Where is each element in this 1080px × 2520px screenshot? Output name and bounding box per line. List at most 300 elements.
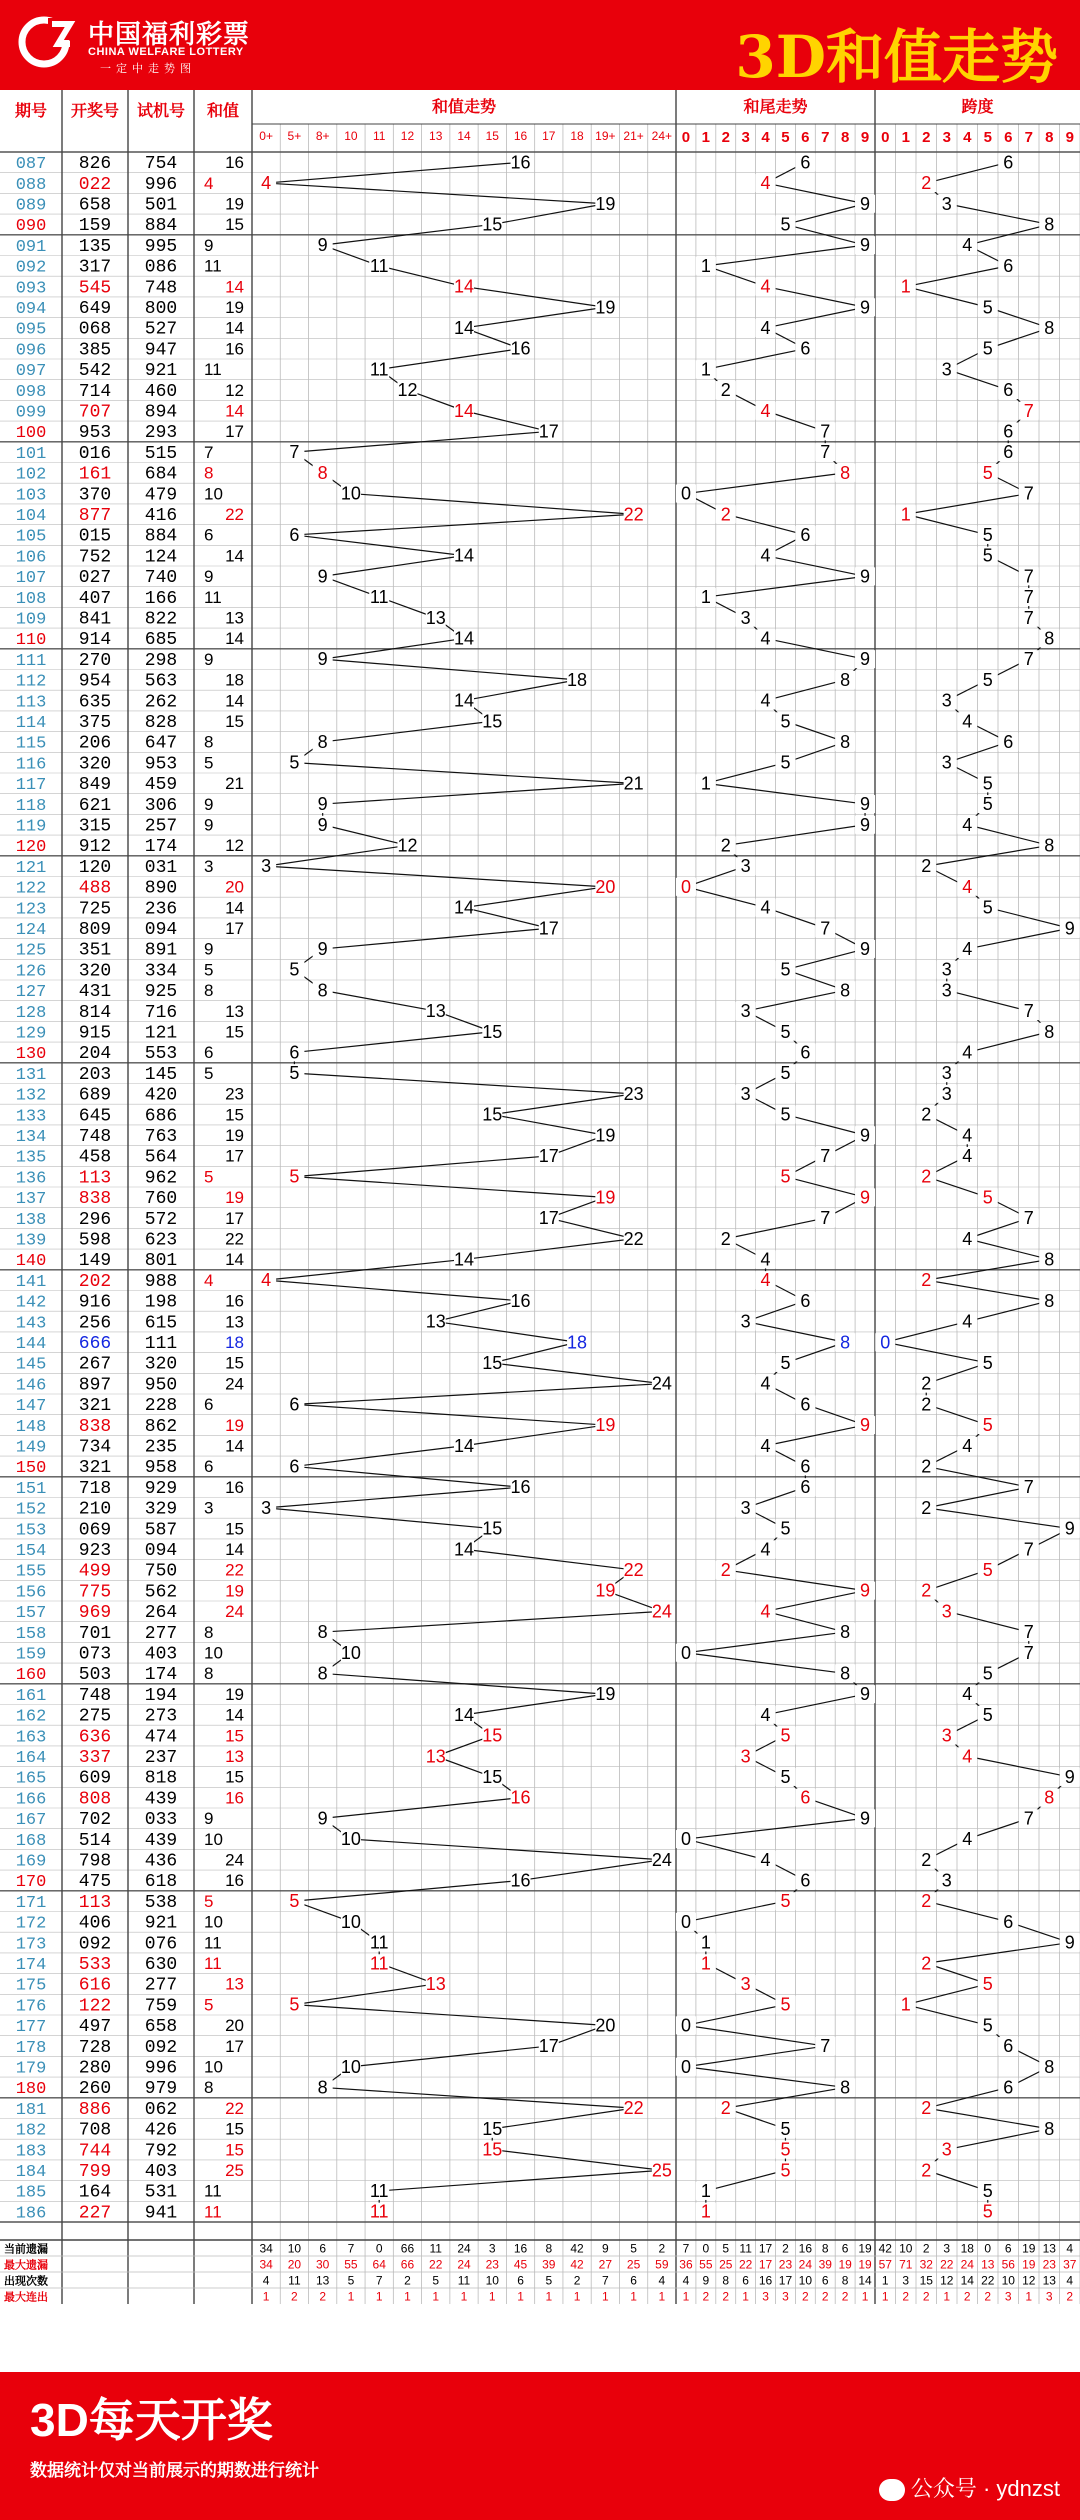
test-number: 658 [144,2017,178,2038]
period-number: 181 [15,2100,47,2120]
span-point: 5 [982,669,993,690]
span-point: 8 [1044,214,1055,235]
sum-point: 15 [482,214,503,235]
draw-number: 351 [78,940,112,961]
sum-point: 5 [289,1166,300,1187]
stat-tail-value: 6 [841,2241,849,2256]
test-number: 828 [144,713,178,734]
tail-point: 9 [860,1415,871,1436]
sum-point: 11 [369,359,389,380]
stat-span-value: 2 [902,2289,910,2304]
sum-value: 18 [225,670,244,690]
sum-value: 17 [225,422,244,442]
stat-sum-value: 20 [287,2257,302,2272]
test-number: 277 [144,1623,178,1644]
period-number: 152 [15,1500,47,1520]
tail-digit-label: 7 [821,129,830,146]
sum-value: 24 [225,1374,244,1394]
draw-number: 897 [78,1375,112,1396]
stat-sum-value: 2 [319,2289,327,2304]
tail-point: 6 [800,152,811,173]
sum-point: 14 [453,400,475,421]
test-number: 759 [144,1996,178,2017]
draw-number: 969 [78,1603,112,1624]
stat-sum-value: 1 [601,2289,609,2304]
sum-point: 17 [538,1145,559,1166]
span-point: 2 [921,1373,932,1394]
tail-point: 4 [760,1849,771,1870]
sum-value: 19 [225,194,244,214]
sum-point: 9 [317,1808,328,1829]
sum-point: 9 [317,814,328,835]
tail-point: 3 [740,1497,751,1518]
tail-digit-label: 5 [781,129,790,146]
sum-point: 8 [317,1622,328,1643]
span-digit-label: 2 [922,129,931,146]
span-point: 4 [962,938,973,959]
test-number: 121 [144,1023,178,1044]
span-point: 5 [982,1663,993,1684]
sum-value: 13 [225,1312,244,1332]
draw-number: 914 [78,630,112,651]
test-number: 647 [144,733,178,754]
tail-point: 4 [760,1539,771,1560]
sum-point: 11 [369,1932,389,1953]
span-digit-label: 6 [1004,129,1013,146]
sum-point: 15 [482,1725,503,1746]
span-point: 7 [1023,1808,1034,1829]
stat-sum-value: 1 [517,2289,524,2304]
sum-value: 22 [225,2098,244,2118]
tail-point: 1 [700,2180,711,2201]
test-number: 194 [144,1685,178,1706]
period-number: 114 [15,714,47,734]
draw-number: 260 [78,2079,112,2100]
draw-number: 838 [78,1416,112,1437]
draw-number: 073 [78,1644,112,1665]
sum-point: 16 [510,1477,531,1498]
period-number: 141 [15,1272,47,1292]
period-number: 101 [15,444,47,464]
draw-number: 849 [78,775,112,796]
period-number: 169 [15,1852,47,1872]
tail-point: 1 [700,359,711,380]
test-number: 174 [144,1665,178,1686]
period-number: 158 [15,1624,47,1644]
test-number: 439 [144,1789,178,1810]
draw-number: 280 [78,2058,112,2079]
sum-point: 14 [453,897,475,918]
sum-value: 14 [225,546,244,566]
stat-sum-value: 6 [517,2273,524,2288]
period-number: 159 [15,1645,47,1665]
draw-number: 320 [78,754,112,775]
tail-point: 9 [860,794,871,815]
stat-span-value: 19 [1022,2241,1036,2256]
test-number: 750 [144,1561,178,1582]
sum-value: 14 [225,401,244,421]
draw-number: 636 [78,1727,112,1748]
draw-number: 725 [78,899,112,920]
test-number: 921 [144,1913,178,1934]
draw-number: 916 [78,1292,112,1313]
sum-point: 15 [482,2118,503,2139]
sum-point: 10 [340,1911,361,1932]
sum-value: 8 [204,981,214,1001]
stat-sum-value: 64 [372,2257,386,2272]
sum-value: 6 [204,1457,214,1477]
span-point: 5 [982,1559,993,1580]
period-number: 174 [15,1956,47,1976]
period-number: 175 [15,1976,47,1996]
span-point: 8 [1044,2118,1055,2139]
period-number: 144 [15,1335,47,1355]
sum-value: 14 [225,629,244,649]
test-number: 925 [144,982,178,1003]
draw-number: 204 [78,1044,112,1065]
span-point: 4 [962,1311,973,1332]
period-number: 154 [15,1542,47,1562]
tail-point: 3 [740,1746,751,1767]
tail-point: 4 [760,1601,771,1622]
sum-value: 9 [204,794,214,814]
span-point: 1 [900,504,911,525]
stat-span-value: 13 [1042,2241,1056,2256]
span-point: 8 [1044,835,1055,856]
tail-point: 5 [780,959,791,980]
sum-value: 24 [225,1850,244,1870]
period-number: 146 [15,1376,47,1396]
sum-value: 15 [225,2119,244,2139]
tail-point: 4 [760,1373,771,1394]
stat-sum-value: 1 [658,2289,666,2304]
sum-point: 13 [425,607,446,628]
sum-value: 11 [204,587,222,607]
tail-point: 4 [760,400,771,421]
draw-number: 488 [78,878,112,899]
draw-number: 210 [78,1499,112,1520]
tail-point: 5 [780,1166,791,1187]
stat-sum-value: 34 [259,2257,273,2272]
sum-value: 11 [204,2202,222,2222]
sum-value: 9 [204,235,214,255]
span-point: 4 [962,235,973,256]
stat-sum-value: 42 [570,2257,584,2272]
span-point: 5 [982,338,993,359]
draw-number: 497 [78,2017,112,2038]
span-point: 7 [1023,1001,1034,1022]
test-number: 947 [144,340,178,361]
draw-number: 748 [78,1685,112,1706]
sum-value: 17 [225,1146,244,1166]
sum-value: 15 [225,2140,244,2160]
draw-number: 275 [78,1706,112,1727]
tail-point: 9 [860,566,871,587]
span-point: 3 [941,980,952,1001]
stat-sum-value: 59 [655,2257,669,2272]
period-number: 182 [15,2121,47,2141]
stat-tail-value: 3 [782,2289,789,2304]
stat-sum-value: 22 [429,2257,443,2272]
sum-value: 16 [225,1871,244,1891]
sum-point: 5 [289,752,300,773]
test-number: 403 [144,2162,178,2183]
period-number: 162 [15,1707,47,1727]
stat-sum-value: 0 [375,2241,383,2256]
sum-point: 17 [538,918,559,939]
stat-tail-value: 19 [858,2241,872,2256]
sum-value: 19 [225,1684,244,1704]
tail-point: 5 [780,2139,791,2160]
span-point: 3 [941,752,952,773]
sum-value: 16 [225,153,244,173]
stat-sum-value: 7 [347,2241,355,2256]
sum-point: 13 [425,1311,446,1332]
period-number: 168 [15,1831,47,1851]
stat-span-value: 3 [1045,2289,1053,2304]
test-number: 236 [144,899,178,920]
span-point: 6 [1003,1911,1014,1932]
draw-number: 953 [78,423,112,444]
tail-point: 2 [720,1559,731,1580]
test-number: 228 [144,1396,178,1417]
sum-point: 14 [453,1435,475,1456]
tail-point: 9 [860,193,871,214]
sum-value: 3 [204,856,214,876]
sum-value: 19 [225,1415,244,1435]
stat-tail-value: 16 [798,2241,813,2256]
stat-label: 出现次数 [4,2275,48,2288]
test-number: 979 [144,2079,178,2100]
span-point: 5 [982,462,993,483]
test-number: 092 [144,2037,178,2058]
tail-point: 7 [820,1208,831,1229]
test-number: 262 [144,692,178,713]
span-point: 6 [1003,2036,1014,2057]
draw-number: 320 [78,961,112,982]
sum-point: 19 [595,1125,616,1146]
period-number: 153 [15,1521,47,1541]
period-number: 095 [15,320,47,340]
col-header-period: 期号 [14,103,48,120]
sum-value: 13 [225,1974,244,1994]
span-point: 2 [921,1849,932,1870]
period-number: 115 [15,734,47,754]
sum-point: 19 [595,1187,616,1208]
tail-point: 1 [700,2201,711,2222]
draw-number: 707 [78,402,112,423]
stat-span-value: 1 [1025,2289,1033,2304]
sum-value: 10 [204,2057,223,2077]
period-number: 111 [15,651,47,671]
stat-sum-value: 11 [288,2273,301,2288]
sum-point: 17 [538,421,559,442]
sum-point: 4 [261,1270,272,1291]
stat-span-value: 57 [878,2257,892,2272]
stat-span-value: 71 [899,2257,913,2272]
period-number: 087 [15,155,47,175]
test-number: 527 [144,319,178,340]
sum-point: 8 [317,980,328,1001]
tail-point: 8 [840,980,851,1001]
sum-value: 25 [225,2161,244,2181]
sum-value: 16 [225,1291,244,1311]
draw-number: 533 [78,1955,112,1976]
period-number: 089 [15,196,47,216]
sum-value: 19 [225,1581,244,1601]
logo-text-en: CHINA WELFARE LOTTERY [88,46,244,58]
test-number: 460 [144,381,178,402]
draw-number: 718 [78,1478,112,1499]
period-number: 118 [15,796,47,816]
stat-tail-value: 17 [778,2273,793,2288]
span-point: 5 [982,773,993,794]
period-number: 139 [15,1231,47,1251]
period-number: 107 [15,569,47,589]
stat-label: 当前遗漏 [4,2243,48,2256]
stat-tail-value: 2 [821,2289,829,2304]
tail-point: 3 [740,1001,751,1022]
tail-point: 1 [700,773,711,794]
span-point: 8 [1044,1249,1055,1270]
test-number: 822 [144,609,178,630]
draw-number: 814 [78,1002,112,1023]
test-number: 515 [144,443,178,464]
test-number: 615 [144,1313,178,1334]
sum-point: 19 [595,1415,616,1436]
tail-point: 1 [700,1953,711,1974]
sum-bin-label: 17 [542,129,556,143]
sum-value: 8 [204,463,214,483]
tail-point: 1 [700,255,711,276]
tail-point: 6 [800,1290,811,1311]
sum-value: 9 [204,567,214,587]
stat-tail-value: 3 [762,2289,769,2304]
trend-chart [0,90,1080,2372]
stat-tail-value: 2 [841,2289,849,2304]
draw-number: 808 [78,1789,112,1810]
span-point: 8 [1044,317,1055,338]
stat-sum-value: 1 [545,2289,553,2304]
span-point: 3 [941,193,952,214]
sum-value: 11 [204,2181,222,2201]
draw-number: 092 [78,1934,112,1955]
period-number: 130 [15,1045,47,1065]
span-point: 2 [921,2098,932,2119]
draw-number: 799 [78,2162,112,2183]
period-number: 105 [15,527,47,547]
sum-point: 5 [289,1891,300,1912]
sum-point: 15 [482,1352,503,1373]
period-number: 161 [15,1686,47,1706]
sum-value: 12 [225,836,244,856]
stat-tail-value: 19 [858,2257,872,2272]
sum-point: 19 [595,1580,616,1601]
draw-number: 022 [78,174,112,195]
draw-number: 370 [78,485,112,506]
draw-number: 635 [78,692,112,713]
span-point: 4 [962,1145,973,1166]
test-number: 033 [144,1810,178,1831]
test-number: 800 [144,299,178,320]
period-number: 148 [15,1417,47,1437]
period-number: 135 [15,1148,47,1168]
test-number: 479 [144,485,178,506]
test-number: 988 [144,1271,178,1292]
period-number: 156 [15,1583,47,1603]
tail-point: 5 [780,752,791,773]
test-number: 086 [144,257,178,278]
test-number: 890 [144,878,178,899]
sum-value: 14 [225,277,244,297]
span-point: 6 [1003,152,1014,173]
tail-point: 4 [760,173,771,194]
sum-value: 13 [225,608,244,628]
span-point: 9 [1064,1518,1075,1539]
period-number: 145 [15,1355,47,1375]
stat-sum-value: 2 [573,2273,581,2288]
stat-span-value: 2 [1066,2289,1074,2304]
sum-value: 16 [225,339,244,359]
sum-point: 16 [510,1870,531,1891]
span-point: 2 [921,1497,932,1518]
period-number: 110 [15,631,47,651]
tail-point: 3 [740,1311,751,1332]
tail-point: 7 [820,421,831,442]
tail-point: 2 [720,1228,731,1249]
tail-point: 6 [800,1787,811,1808]
draw-number: 016 [78,443,112,464]
draw-number: 809 [78,920,112,941]
span-digit-label: 1 [901,129,910,146]
period-number: 096 [15,341,47,361]
draw-number: 616 [78,1975,112,1996]
draw-number: 689 [78,1085,112,1106]
sum-point: 15 [482,1021,503,1042]
sum-bin-label: 11 [372,129,386,143]
draw-number: 912 [78,837,112,858]
stat-sum-value: 5 [432,2273,440,2288]
tail-point: 5 [780,1766,791,1787]
sum-point: 24 [651,1373,672,1394]
sum-point: 14 [453,276,475,297]
tail-digit-label: 0 [681,129,691,146]
draw-number: 649 [78,299,112,320]
draw-number: 658 [78,195,112,216]
test-number: 763 [144,1127,178,1148]
sum-value: 16 [225,1477,244,1497]
sum-value: 11 [204,360,222,380]
period-number: 142 [15,1293,47,1313]
tail-point: 9 [860,1580,871,1601]
period-number: 184 [15,2163,47,2183]
period-number: 157 [15,1604,47,1624]
tail-point: 4 [760,1704,771,1725]
sum-point: 9 [317,649,328,670]
sum-point: 15 [482,711,503,732]
period-number: 177 [15,2018,47,2038]
draw-number: 542 [78,361,112,382]
sum-point: 3 [261,1497,272,1518]
sum-value: 5 [204,753,214,773]
stat-tail-value: 8 [821,2241,829,2256]
sum-bin-label: 16 [513,129,528,143]
sum-bin-label: 12 [400,129,415,143]
test-number: 403 [144,1644,178,1665]
sum-value: 6 [204,525,214,545]
stat-sum-value: 9 [601,2241,609,2256]
sum-value: 16 [225,1788,244,1808]
